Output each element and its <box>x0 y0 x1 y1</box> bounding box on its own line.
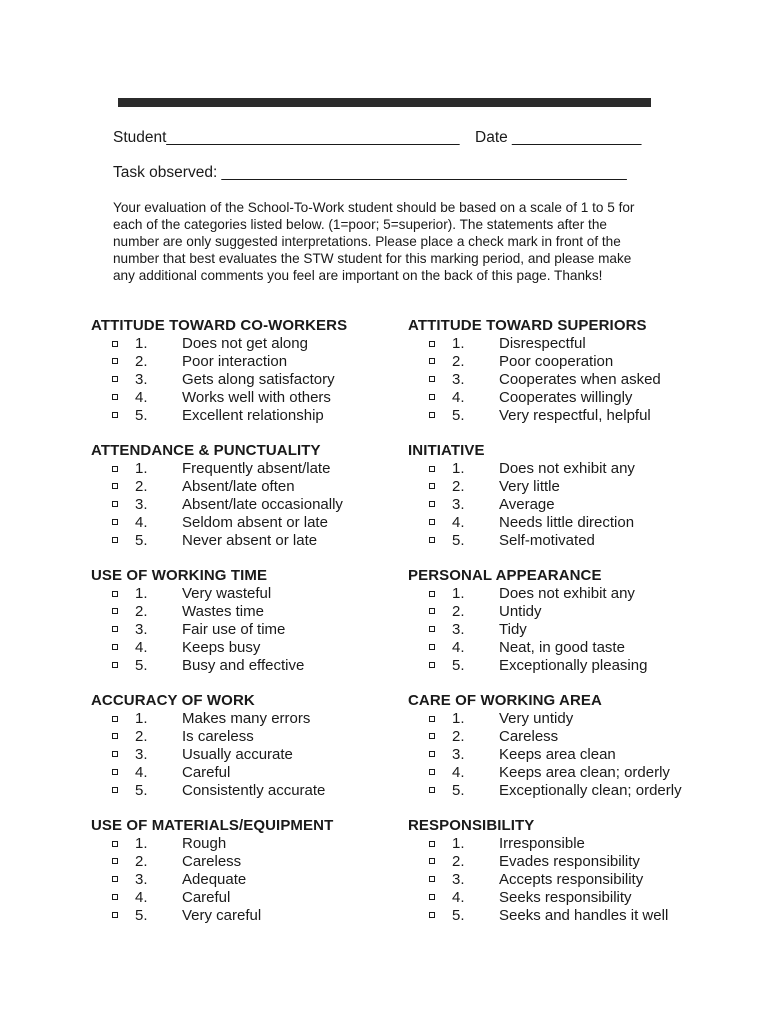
rating-description: Needs little direction <box>499 513 635 531</box>
rating-description: Irresponsible <box>499 835 585 852</box>
instructions-line: Your evaluation of the School-To-Work student should be based on a scale of 1 to 5 for <box>113 200 635 215</box>
rating-number: 3. <box>452 495 465 513</box>
rating-option <box>91 389 401 407</box>
rating-option <box>408 853 718 871</box>
rating-option <box>91 585 401 603</box>
rating-description: Poor interaction <box>182 352 288 370</box>
rating-option <box>408 728 718 746</box>
rating-option <box>91 353 401 371</box>
rating-number: 1. <box>452 460 465 477</box>
rating-option <box>91 746 401 764</box>
rating-number: 2. <box>135 727 148 745</box>
rating-number: 2. <box>135 602 148 620</box>
rating-description: Is careless <box>182 727 254 745</box>
rating-number: 5. <box>452 781 465 799</box>
checkbox-icon[interactable] <box>429 483 435 489</box>
rating-description: Rough <box>182 835 227 852</box>
checkbox-icon[interactable] <box>429 626 435 632</box>
rating-number: 5. <box>452 906 465 924</box>
rating-number: 2. <box>452 477 465 495</box>
checkbox-icon[interactable] <box>429 733 435 739</box>
rating-number: 4. <box>135 888 148 906</box>
rating-option <box>91 764 401 782</box>
rating-description: Frequently absent/late <box>182 460 331 477</box>
checkbox-icon[interactable] <box>429 876 435 882</box>
checkbox-icon[interactable] <box>112 751 118 757</box>
rating-description: Does not get along <box>182 335 308 352</box>
checkbox-icon[interactable] <box>429 716 435 722</box>
rating-number: 2. <box>452 852 465 870</box>
rating-option <box>91 335 401 353</box>
section-title: RESPONSIBILITY <box>408 817 535 834</box>
checkbox-icon[interactable] <box>429 358 435 364</box>
rating-number: 1. <box>452 585 465 602</box>
rating-description: Very careful <box>182 906 262 924</box>
instructions-line: number are only suggested interpretations. Please place a check mark in front of the <box>113 234 621 249</box>
evaluation-section <box>408 817 718 924</box>
checkbox-icon[interactable] <box>112 626 118 632</box>
rating-option <box>91 907 401 925</box>
rating-option <box>408 710 718 728</box>
rating-option <box>91 407 401 425</box>
rating-option <box>91 496 401 514</box>
rating-description: Cooperates when asked <box>499 370 661 388</box>
checkbox-icon[interactable] <box>112 358 118 364</box>
evaluation-section <box>91 442 401 549</box>
rating-option <box>91 657 401 675</box>
checkbox-icon[interactable] <box>112 841 118 847</box>
checkbox-icon[interactable] <box>112 483 118 489</box>
evaluation-section <box>91 817 401 924</box>
rating-description: Self-motivated <box>499 531 595 549</box>
checkbox-icon[interactable] <box>429 537 435 543</box>
rating-description: Very little <box>499 477 560 495</box>
rating-number: 4. <box>452 638 465 656</box>
rating-number: 1. <box>452 335 465 352</box>
rating-number: 5. <box>452 656 465 674</box>
rating-description: Keeps area clean <box>499 745 616 763</box>
checkbox-icon[interactable] <box>429 412 435 418</box>
rating-option <box>91 460 401 478</box>
rating-option <box>91 728 401 746</box>
checkbox-icon[interactable] <box>429 608 435 614</box>
rating-number: 2. <box>452 352 465 370</box>
checkbox-icon[interactable] <box>112 894 118 900</box>
rating-number: 5. <box>135 906 148 924</box>
rating-description: Disrespectful <box>499 335 586 352</box>
rating-option <box>408 907 718 925</box>
rating-number: 5. <box>135 656 148 674</box>
checkbox-icon[interactable] <box>112 376 118 382</box>
rating-number: 3. <box>135 745 148 763</box>
checkbox-icon[interactable] <box>429 466 435 472</box>
evaluation-section <box>91 692 401 799</box>
rating-description: Usually accurate <box>182 745 293 763</box>
rating-description: Accepts responsibility <box>499 870 644 888</box>
rating-description: Absent/late often <box>182 477 295 495</box>
rating-number: 3. <box>452 745 465 763</box>
rating-number: 4. <box>452 513 465 531</box>
checkbox-icon[interactable] <box>429 394 435 400</box>
rating-option <box>408 764 718 782</box>
rating-description: Consistently accurate <box>182 781 326 799</box>
checkbox-icon[interactable] <box>112 733 118 739</box>
rating-option <box>408 532 718 550</box>
evaluation-section <box>408 692 718 799</box>
rating-description: Poor cooperation <box>499 352 614 370</box>
checkbox-icon[interactable] <box>112 787 118 793</box>
checkbox-icon[interactable] <box>112 608 118 614</box>
rating-description: Very untidy <box>499 710 574 727</box>
evaluation-section <box>408 317 718 424</box>
checkbox-icon[interactable] <box>429 376 435 382</box>
section-title: PERSONAL APPEARANCE <box>408 567 602 584</box>
rating-option <box>91 782 401 800</box>
rating-number: 5. <box>452 406 465 424</box>
rating-option <box>91 603 401 621</box>
rating-description: Does not exhibit any <box>499 585 635 602</box>
rating-description: Neat, in good taste <box>499 638 625 656</box>
rating-option <box>408 389 718 407</box>
rating-option <box>408 353 718 371</box>
rating-option <box>91 532 401 550</box>
rating-description: Exceptionally clean; orderly <box>499 781 682 799</box>
rating-option <box>91 514 401 532</box>
checkbox-icon[interactable] <box>112 466 118 472</box>
student-name-field[interactable]: Student__________________________________ <box>113 129 460 146</box>
rating-number: 3. <box>135 495 148 513</box>
rating-option <box>408 371 718 389</box>
rating-description: Very respectful, helpful <box>499 406 651 424</box>
rating-option <box>91 371 401 389</box>
rating-number: 3. <box>135 870 148 888</box>
checkbox-icon[interactable] <box>429 519 435 525</box>
rating-description: Careless <box>182 852 242 870</box>
rating-description: Excellent relationship <box>182 406 324 424</box>
rating-number: 2. <box>135 352 148 370</box>
rating-description: Gets along satisfactory <box>182 370 335 388</box>
section-title: USE OF WORKING TIME <box>91 567 268 584</box>
rating-option <box>408 889 718 907</box>
rating-option <box>408 746 718 764</box>
rating-description: Careful <box>182 888 231 906</box>
instructions-line: each of the categories listed below. (1=poor; 5=superior). The statements after the <box>113 217 607 232</box>
checkbox-icon[interactable] <box>112 591 118 597</box>
rating-option <box>408 657 718 675</box>
rating-option <box>91 621 401 639</box>
rating-description: Busy and effective <box>182 656 305 674</box>
task-observed-field[interactable]: Task observed: _______________________________________________ <box>113 164 627 181</box>
rating-number: 3. <box>135 620 148 638</box>
rating-option <box>408 621 718 639</box>
rating-number: 3. <box>452 370 465 388</box>
checkbox-icon[interactable] <box>429 644 435 650</box>
rating-option <box>408 460 718 478</box>
checkbox-icon[interactable] <box>112 394 118 400</box>
rating-number: 4. <box>452 888 465 906</box>
checkbox-icon[interactable] <box>112 858 118 864</box>
rating-number: 2. <box>452 602 465 620</box>
checkbox-icon[interactable] <box>112 876 118 882</box>
checkbox-icon[interactable] <box>429 341 435 347</box>
rating-number: 4. <box>135 638 148 656</box>
section-title: INITIATIVE <box>408 442 485 459</box>
instructions-line: number that best evaluates the STW student for this marking period, and please make <box>113 251 632 266</box>
rating-description: Evades responsibility <box>499 852 640 870</box>
section-title: ACCURACY OF WORK <box>91 692 255 709</box>
rating-description: Keeps busy <box>182 638 261 656</box>
rating-number: 4. <box>135 513 148 531</box>
rating-description: Tidy <box>499 620 527 638</box>
rating-option <box>91 871 401 889</box>
rating-description: Never absent or late <box>182 531 318 549</box>
rating-description: Careful <box>182 763 231 781</box>
rating-description: Makes many errors <box>182 710 311 727</box>
checkbox-icon[interactable] <box>112 341 118 347</box>
rating-option <box>408 603 718 621</box>
rating-description: Wastes time <box>182 602 264 620</box>
rating-option <box>408 835 718 853</box>
checkbox-icon[interactable] <box>429 787 435 793</box>
rating-number: 5. <box>135 406 148 424</box>
rating-description: Absent/late occasionally <box>182 495 343 513</box>
instructions-line: any additional comments you feel are important on the back of this page. Thanks! <box>113 268 603 283</box>
rating-number: 2. <box>135 852 148 870</box>
checkbox-icon[interactable] <box>112 662 118 668</box>
rating-number: 4. <box>135 763 148 781</box>
rating-option <box>408 496 718 514</box>
rating-option <box>408 782 718 800</box>
rating-option <box>408 585 718 603</box>
section-title: ATTENDANCE & PUNCTUALITY <box>91 442 321 459</box>
rating-option <box>91 639 401 657</box>
rating-number: 1. <box>135 835 148 852</box>
checkbox-icon[interactable] <box>112 519 118 525</box>
checkbox-icon[interactable] <box>112 644 118 650</box>
rating-description: Seeks and handles it well <box>499 906 669 924</box>
rating-number: 5. <box>135 531 148 549</box>
section-title: USE OF MATERIALS/EQUIPMENT <box>91 817 334 834</box>
rating-description: Exceptionally pleasing <box>499 656 648 674</box>
rating-option <box>408 335 718 353</box>
checkbox-icon[interactable] <box>112 769 118 775</box>
rating-description: Untidy <box>499 602 542 620</box>
rating-option <box>91 478 401 496</box>
section-title: CARE OF WORKING AREA <box>408 692 602 709</box>
rating-option <box>408 478 718 496</box>
rating-description: Keeps area clean; orderly <box>499 763 670 781</box>
rating-option <box>408 639 718 657</box>
rating-description: Adequate <box>182 870 247 888</box>
checkbox-icon[interactable] <box>429 912 435 918</box>
rating-option <box>408 514 718 532</box>
rating-number: 1. <box>135 710 148 727</box>
instructions-paragraph <box>113 199 658 284</box>
rating-option <box>91 853 401 871</box>
checkbox-icon[interactable] <box>429 858 435 864</box>
checkbox-icon[interactable] <box>429 501 435 507</box>
checkbox-icon[interactable] <box>429 591 435 597</box>
rating-option <box>408 871 718 889</box>
rating-number: 4. <box>452 763 465 781</box>
rating-option <box>91 835 401 853</box>
checkbox-icon[interactable] <box>429 894 435 900</box>
evaluation-section <box>91 317 401 424</box>
rating-description: Average <box>499 495 555 513</box>
checkbox-icon[interactable] <box>112 537 118 543</box>
rating-description: Does not exhibit any <box>499 460 635 477</box>
rating-description: Fair use of time <box>182 620 286 638</box>
checkbox-icon[interactable] <box>429 841 435 847</box>
checkbox-icon[interactable] <box>429 662 435 668</box>
checkbox-icon[interactable] <box>429 769 435 775</box>
evaluation-section <box>408 442 718 549</box>
rating-number: 5. <box>452 531 465 549</box>
rating-description: Very wasteful <box>182 585 272 602</box>
date-field[interactable]: Date _______________ <box>475 129 642 146</box>
evaluation-section <box>408 567 718 674</box>
rating-number: 1. <box>452 710 465 727</box>
header-rule <box>118 98 651 107</box>
rating-description: Seldom absent or late <box>182 513 328 531</box>
rating-number: 4. <box>452 388 465 406</box>
rating-number: 3. <box>135 370 148 388</box>
rating-number: 1. <box>452 835 465 852</box>
rating-number: 3. <box>452 620 465 638</box>
section-title: ATTITUDE TOWARD SUPERIORS <box>408 317 647 334</box>
rating-description: Careless <box>499 727 559 745</box>
rating-description: Cooperates willingly <box>499 388 633 406</box>
rating-number: 5. <box>135 781 148 799</box>
checkbox-icon[interactable] <box>112 412 118 418</box>
evaluation-section <box>91 567 401 674</box>
rating-number: 1. <box>135 335 148 352</box>
rating-description: Seeks responsibility <box>499 888 632 906</box>
checkbox-icon[interactable] <box>112 501 118 507</box>
rating-option <box>408 407 718 425</box>
rating-option <box>91 710 401 728</box>
section-title: ATTITUDE TOWARD CO-WORKERS <box>91 317 348 334</box>
rating-number: 3. <box>452 870 465 888</box>
rating-option <box>91 889 401 907</box>
rating-number: 2. <box>452 727 465 745</box>
rating-number: 4. <box>135 388 148 406</box>
rating-number: 1. <box>135 585 148 602</box>
checkbox-icon[interactable] <box>112 716 118 722</box>
checkbox-icon[interactable] <box>112 912 118 918</box>
rating-number: 1. <box>135 460 148 477</box>
checkbox-icon[interactable] <box>429 751 435 757</box>
rating-description: Works well with others <box>182 388 331 406</box>
rating-number: 2. <box>135 477 148 495</box>
